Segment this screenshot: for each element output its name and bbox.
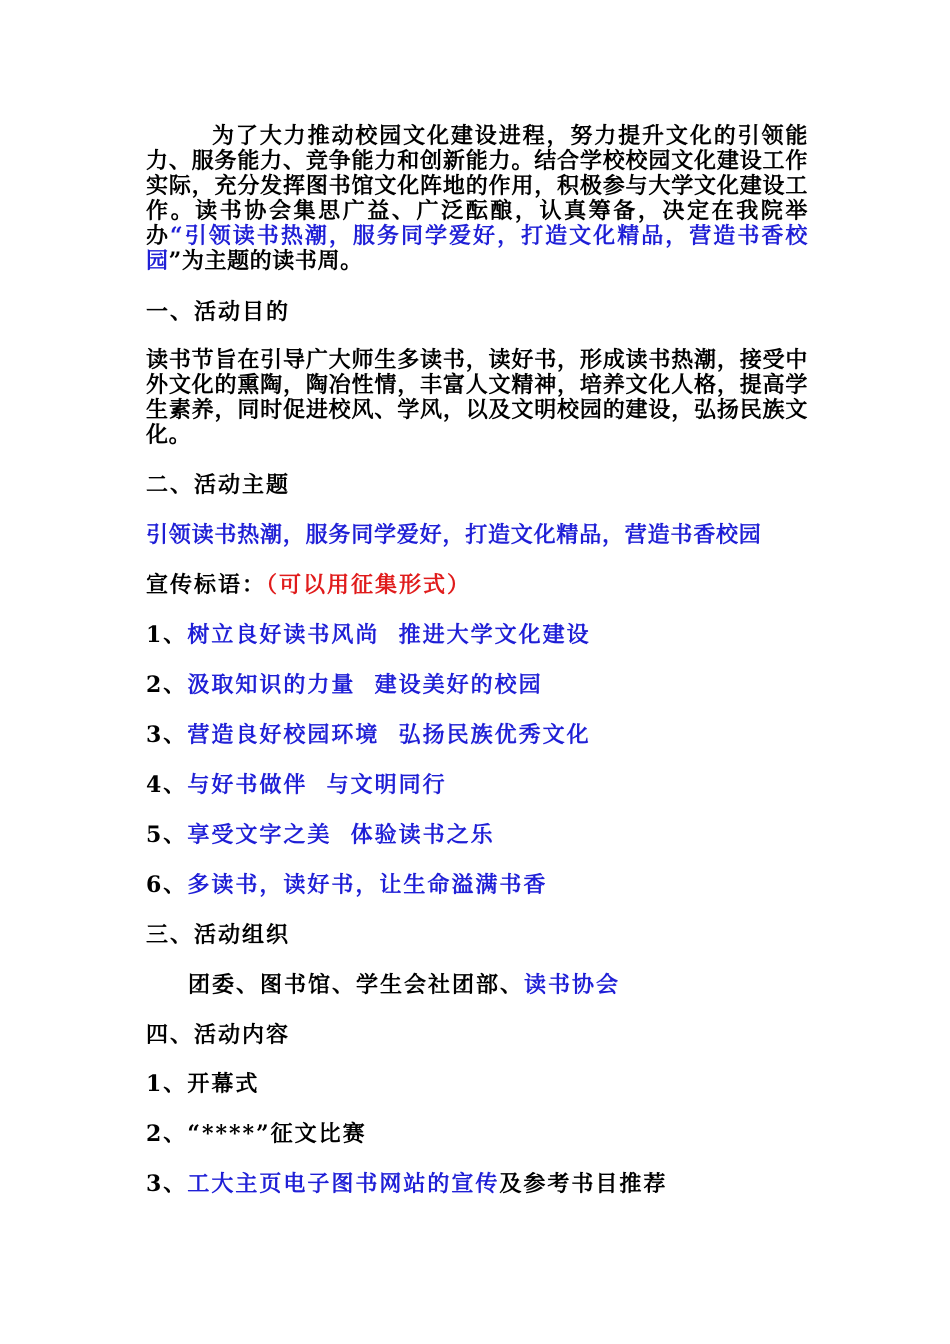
slogan-number: 6、: [146, 872, 188, 898]
slogan-note: （可以用征集形式）: [266, 572, 472, 598]
slogan-text: 多读书，读好书，让生命溢满书香: [187, 872, 548, 898]
slogan-number: 2、: [146, 672, 188, 698]
slogan-text: 树立良好读书风尚 推进大学文化建设: [187, 622, 591, 648]
slogan-item: [146, 872, 547, 898]
intro-paragraph: [146, 124, 808, 274]
slogan-text: 享受文字之美 体验读书之乐: [187, 822, 495, 848]
section-heading-organization: 三、活动组织: [146, 922, 291, 948]
content-number: 2、: [146, 1121, 188, 1147]
intro-text-end: ”为主题的读书周。: [168, 248, 363, 274]
slogan-number: 5、: [146, 822, 188, 848]
content-text: “****”征文比赛: [187, 1121, 367, 1147]
content-number: 3、: [146, 1171, 188, 1197]
section-heading-theme: 二、活动主题: [146, 472, 291, 498]
slogan-number: 4、: [146, 772, 188, 798]
purpose-paragraph: 读书节旨在引导广大师生多读书，读好书，形成读书热潮，接受中外文化的熏陶，陶冶性情，丰富人文精神，培养文化人格，提高学生素养，同时促进校风、学风，以及文明校园的建设，弘扬民族文化。: [146, 347, 808, 448]
content-highlight: 工大主页电子图书网站的宣传: [187, 1171, 500, 1197]
slogan-number: 3、: [146, 722, 188, 748]
slogan-number: 1、: [146, 622, 188, 648]
content-text: 开幕式: [187, 1071, 260, 1097]
slogan-item: [146, 822, 495, 848]
slogan-label: 宣传标语：: [146, 572, 267, 598]
intro-theme-highlight: “引领读书热潮，服务同学爱好，打造文化精品，营造书香校园: [146, 223, 808, 274]
slogan-text: 营造良好校园环境 弘扬民族优秀文化: [187, 722, 591, 748]
section-heading-content: 四、活动内容: [146, 1022, 291, 1048]
slogan-item: [146, 772, 447, 798]
content-item: [146, 1121, 367, 1147]
slogan-label-line: [146, 572, 471, 598]
intro-text: 为了大力推动校园文化建设进程，努力提升文化的引领能力、服务能力、竞争能力和创新能力。结合学校校园文化建设工作实际，充分发挥图书馆文化阵地的作用，积极参与大学文化建设工作。读书协会集思广益、广泛酝酿，认真筹备，决定在我院举办: [146, 123, 808, 249]
content-item: [146, 1171, 667, 1197]
slogan-item: [146, 622, 591, 648]
content-text: 及参考书目推荐: [499, 1171, 668, 1197]
organizers-highlight: 读书协会: [524, 972, 621, 998]
slogan-item: [146, 722, 591, 748]
slogan-item: [146, 672, 543, 698]
section-heading-purpose: 一、活动目的: [146, 299, 291, 325]
organizers-line: [188, 972, 620, 998]
slogan-text: 汲取知识的力量 建设美好的校园: [187, 672, 543, 698]
content-item: [146, 1071, 259, 1097]
organizers-text: 团委、图书馆、学生会社团部、: [188, 972, 525, 998]
content-number: 1、: [146, 1071, 188, 1097]
theme-statement: 引领读书热潮，服务同学爱好，打造文化精品，营造书香校园: [146, 522, 762, 548]
slogan-text: 与好书做伴 与文明同行: [187, 772, 447, 798]
